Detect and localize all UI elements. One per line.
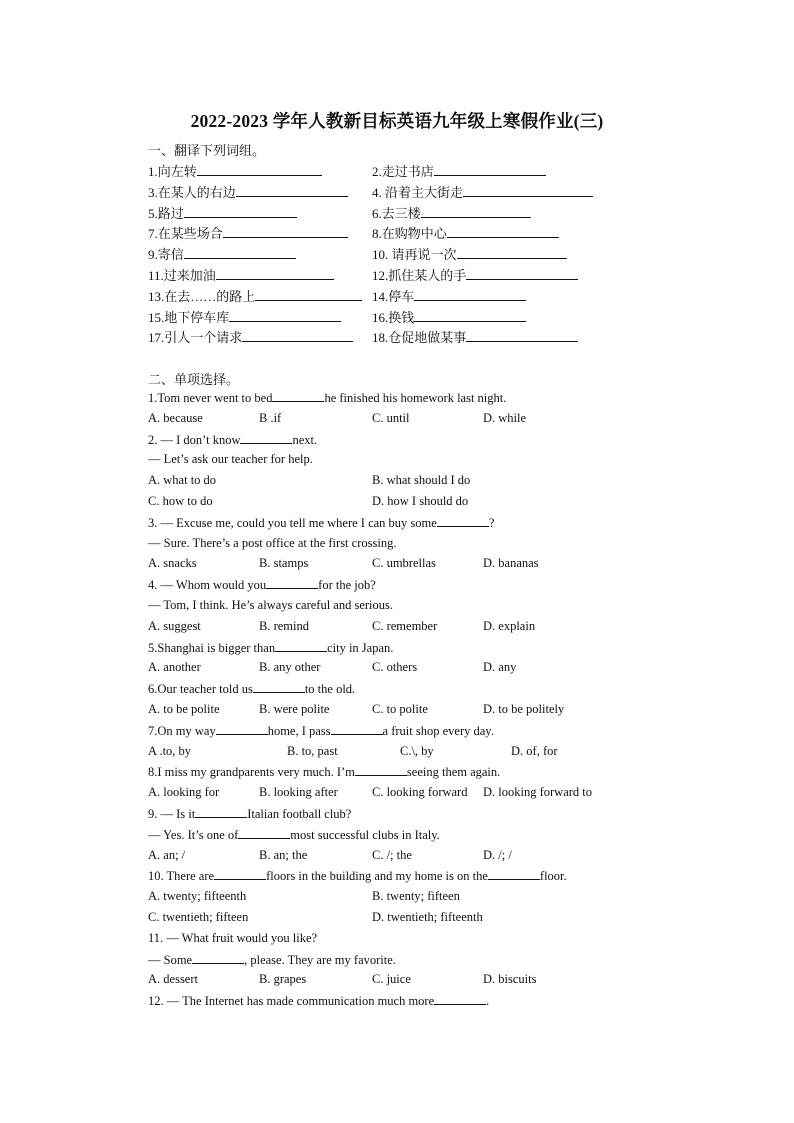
options-row xyxy=(148,910,628,928)
answer-blank[interactable] xyxy=(216,267,334,280)
question-stem xyxy=(148,993,489,1009)
answer-blank[interactable] xyxy=(457,246,567,259)
answer-blank[interactable] xyxy=(266,577,318,589)
answer-blank[interactable] xyxy=(355,764,407,776)
option-choice[interactable]: D. any xyxy=(483,660,517,675)
option-choice[interactable]: A. suggest xyxy=(148,618,201,633)
stem-text: ? xyxy=(488,515,495,530)
vocab-prompt: 9.寄信 xyxy=(148,247,184,263)
option-choice[interactable]: C. twentieth; fifteen xyxy=(148,910,249,924)
stem-text: — Some xyxy=(148,952,193,967)
answer-blank[interactable] xyxy=(195,806,247,818)
answer-blank[interactable] xyxy=(463,184,593,197)
vocab-item xyxy=(148,244,296,263)
stem-text: 8.I miss my grandparents very much. I’m xyxy=(148,765,355,780)
option-choice[interactable]: D. how I should do xyxy=(372,494,469,508)
option-choice[interactable]: B. any other xyxy=(259,660,321,675)
page-title: 2022-2023 学年人教新目标英语九年级上寒假作业(三) xyxy=(190,111,604,131)
option-choice[interactable]: C. umbrellas xyxy=(372,556,436,571)
answer-blank[interactable] xyxy=(184,205,297,218)
vocab-prompt: 17.引人一个请求 xyxy=(148,330,243,346)
stem-text: , please. They are my favorite. xyxy=(244,952,396,967)
vocab-item xyxy=(148,307,341,326)
option-choice[interactable]: B. an; the xyxy=(259,847,308,862)
answer-blank[interactable] xyxy=(242,329,353,342)
options-row xyxy=(148,848,628,866)
answer-blank[interactable] xyxy=(214,868,266,880)
vocab-row xyxy=(148,286,608,306)
question-text: 11. — What fruit would you like? xyxy=(148,930,318,945)
answer-blank[interactable] xyxy=(414,309,526,322)
option-choice[interactable]: C. to polite xyxy=(372,702,428,716)
answer-blank[interactable] xyxy=(272,390,324,402)
option-choice[interactable]: D. looking forward to xyxy=(483,785,593,800)
answer-blank[interactable] xyxy=(466,267,578,280)
option-choice[interactable]: C.\, by xyxy=(400,743,434,758)
option-choice[interactable]: A. what to do xyxy=(148,473,217,488)
vocab-row xyxy=(148,307,608,327)
answer-blank[interactable] xyxy=(253,681,305,693)
option-choice[interactable]: A .to, by xyxy=(148,743,192,758)
vocab-prompt: 3.在某人的右边 xyxy=(148,184,236,200)
stem-text: to the old. xyxy=(304,682,356,697)
option-choice[interactable]: C. until xyxy=(372,410,410,425)
options-row xyxy=(148,660,628,678)
vocab-prompt: 18.仓促地做某事 xyxy=(372,330,467,346)
option-choice[interactable]: A. an; / xyxy=(148,847,186,862)
vocab-prompt: 15.地下停车库 xyxy=(148,309,230,325)
option-choice[interactable]: A. looking for xyxy=(148,785,220,800)
option-choice[interactable]: B. were polite xyxy=(259,702,330,716)
vocab-prompt: 2.走过书店 xyxy=(372,164,434,179)
answer-blank[interactable] xyxy=(197,163,322,176)
option-choice[interactable]: C. others xyxy=(372,660,418,675)
vocab-item xyxy=(372,265,578,284)
option-choice[interactable]: B. what should I do xyxy=(372,473,471,488)
answer-blank[interactable] xyxy=(488,868,540,880)
vocab-prompt: 7.在某些场合 xyxy=(148,226,223,242)
stem-text: — Yes. It’s one of xyxy=(148,827,239,842)
question-stem xyxy=(148,577,376,593)
option-choice[interactable]: D. explain xyxy=(483,618,536,633)
option-choice[interactable]: A. twenty; fifteenth xyxy=(148,889,247,904)
answer-blank[interactable] xyxy=(240,432,292,444)
stem-text: 7.On my way xyxy=(148,723,216,738)
options-row xyxy=(148,619,628,637)
option-choice[interactable]: A. because xyxy=(148,410,203,425)
vocab-row xyxy=(148,327,608,347)
question-stem xyxy=(148,640,393,656)
stem-text: 5.Shanghai is bigger than xyxy=(148,640,276,655)
vocab-row xyxy=(148,203,608,223)
vocab-item xyxy=(148,327,353,346)
vocab-item xyxy=(148,223,348,242)
vocab-prompt: 8.在购物中心 xyxy=(372,226,447,242)
stem-text: home, I pass xyxy=(267,723,331,738)
option-choice[interactable]: C. /; the xyxy=(372,847,412,862)
vocab-prompt: 13.在去……的路上 xyxy=(148,288,256,304)
option-choice[interactable]: D. to be politely xyxy=(483,702,565,716)
answer-blank[interactable] xyxy=(184,246,296,259)
option-choice[interactable]: D. /; / xyxy=(483,847,512,862)
vocab-item xyxy=(372,286,526,305)
stem-text: 4. — Whom would you xyxy=(148,578,267,593)
vocab-item xyxy=(148,161,322,180)
options-row xyxy=(148,473,628,491)
stem-text: most successful clubs in Italy. xyxy=(290,827,440,842)
vocab-item xyxy=(148,182,348,201)
answer-blank[interactable] xyxy=(434,993,486,1005)
options-row xyxy=(148,889,628,907)
option-choice[interactable]: B. looking after xyxy=(259,785,338,800)
vocab-item xyxy=(372,327,578,346)
option-choice[interactable]: B. grapes xyxy=(259,972,307,987)
stem-text: 2. — I don’t know xyxy=(148,432,241,447)
vocab-item xyxy=(372,244,567,263)
stem-text: 1.Tom never went to bed xyxy=(148,391,273,405)
option-choice[interactable]: D. while xyxy=(483,410,527,425)
option-choice[interactable]: D. biscuits xyxy=(483,972,537,987)
option-choice[interactable]: B. to, past xyxy=(287,743,338,758)
question-stem xyxy=(148,723,494,739)
stem-text: next. xyxy=(292,432,318,447)
question-stem xyxy=(148,868,567,884)
options-row xyxy=(148,411,628,429)
vocab-item xyxy=(372,161,546,180)
answer-blank[interactable] xyxy=(236,184,348,197)
stem-text: a fruit shop every day. xyxy=(382,723,494,738)
option-choice[interactable]: B .if xyxy=(259,410,282,425)
vocab-item xyxy=(372,203,531,222)
stem-text: 12. — The Internet has made communication much more xyxy=(148,994,435,1009)
vocab-item xyxy=(148,265,334,284)
stem-text: Italian football club? xyxy=(247,807,352,821)
section2-heading: 二、单项选择。 xyxy=(148,372,240,387)
option-choice[interactable]: C. juice xyxy=(372,972,411,987)
option-choice[interactable]: D. twentieth; fifteenth xyxy=(372,910,483,924)
question-stem xyxy=(148,806,351,822)
question-text: — Sure. There’s a post office at the first crossing. xyxy=(148,535,397,550)
vocab-row xyxy=(148,182,608,202)
options-row xyxy=(148,702,628,720)
question-stem xyxy=(148,827,440,843)
vocab-prompt: 12.抓住某人的手 xyxy=(372,268,467,283)
answer-blank[interactable] xyxy=(255,288,362,301)
question-stem xyxy=(148,515,494,531)
question-text: — Let’s ask our teacher for help. xyxy=(148,452,313,467)
vocab-prompt: 10. 请再说一次 xyxy=(372,247,457,263)
answer-blank[interactable] xyxy=(331,723,383,735)
answer-blank[interactable] xyxy=(229,309,341,322)
vocab-row xyxy=(148,161,608,181)
vocab-item xyxy=(148,203,297,222)
stem-text: 3. — Excuse me, could you tell me where I can buy some xyxy=(148,515,437,530)
answer-blank[interactable] xyxy=(437,515,489,527)
vocab-prompt: 5.路过 xyxy=(148,205,184,221)
option-choice[interactable]: A. dessert xyxy=(148,972,198,987)
question-stem xyxy=(148,764,500,780)
options-row xyxy=(148,972,628,990)
stem-text: seeing them again. xyxy=(406,765,501,780)
vocab-prompt: 1.向左转 xyxy=(148,164,197,179)
option-choice[interactable]: A. snacks xyxy=(148,556,197,571)
options-row xyxy=(148,494,628,512)
stem-text: floor. xyxy=(539,869,567,884)
answer-blank[interactable] xyxy=(223,225,348,238)
answer-blank[interactable] xyxy=(192,952,244,964)
answer-blank[interactable] xyxy=(414,288,526,301)
stem-text: . xyxy=(486,994,490,1009)
vocab-prompt: 14.停车 xyxy=(372,288,415,304)
question-stem xyxy=(148,952,396,968)
vocab-prompt: 6.去三楼 xyxy=(372,205,421,221)
option-choice[interactable]: B. remind xyxy=(259,618,309,633)
vocab-item xyxy=(372,307,526,326)
question-stem xyxy=(148,681,355,697)
answer-blank[interactable] xyxy=(238,827,290,839)
option-choice[interactable]: C. looking forward xyxy=(372,785,468,800)
vocab-item xyxy=(148,286,362,305)
vocab-prompt: 4. 沿着主大街走 xyxy=(372,184,464,200)
answer-blank[interactable] xyxy=(421,205,531,218)
vocab-prompt: 11.过来加油 xyxy=(148,268,216,283)
option-choice[interactable]: A. another xyxy=(148,660,201,675)
stem-text: for the job? xyxy=(318,578,376,593)
answer-blank[interactable] xyxy=(466,329,578,342)
option-choice[interactable]: A. to be polite xyxy=(148,702,220,716)
vocab-row xyxy=(148,244,608,264)
vocab-row xyxy=(148,265,608,285)
answer-blank[interactable] xyxy=(275,640,327,652)
stem-text: 9. — Is it xyxy=(148,807,196,821)
vocab-item xyxy=(372,182,593,201)
question-stem xyxy=(148,390,506,406)
stem-text: 6.Our teacher told us xyxy=(148,682,253,697)
question-stem xyxy=(148,432,317,448)
answer-blank[interactable] xyxy=(447,225,559,238)
option-choice[interactable]: B. twenty; fifteen xyxy=(372,889,460,904)
answer-blank[interactable] xyxy=(216,723,268,735)
vocab-item xyxy=(372,223,559,242)
option-choice[interactable]: D. of, for xyxy=(511,743,558,758)
answer-blank[interactable] xyxy=(434,163,546,176)
option-choice[interactable]: C. remember xyxy=(372,618,438,633)
options-row xyxy=(148,744,628,762)
stem-text: 10. There are xyxy=(148,869,215,884)
section1-heading: 一、翻译下列词组。 xyxy=(148,143,266,158)
stem-text: he finished his homework last night. xyxy=(324,391,507,405)
option-choice[interactable]: B. stamps xyxy=(259,556,309,571)
options-row xyxy=(148,556,628,574)
options-row xyxy=(148,785,628,803)
option-choice[interactable]: C. how to do xyxy=(148,494,213,508)
vocab-prompt: 16.换钱 xyxy=(372,309,415,325)
question-text: — Tom, I think. He’s always careful and serious. xyxy=(148,598,394,612)
vocab-row xyxy=(148,223,608,243)
option-choice[interactable]: D. bananas xyxy=(483,556,539,571)
stem-text: floors in the building and my home is on the xyxy=(266,869,488,884)
stem-text: city in Japan. xyxy=(327,640,394,655)
